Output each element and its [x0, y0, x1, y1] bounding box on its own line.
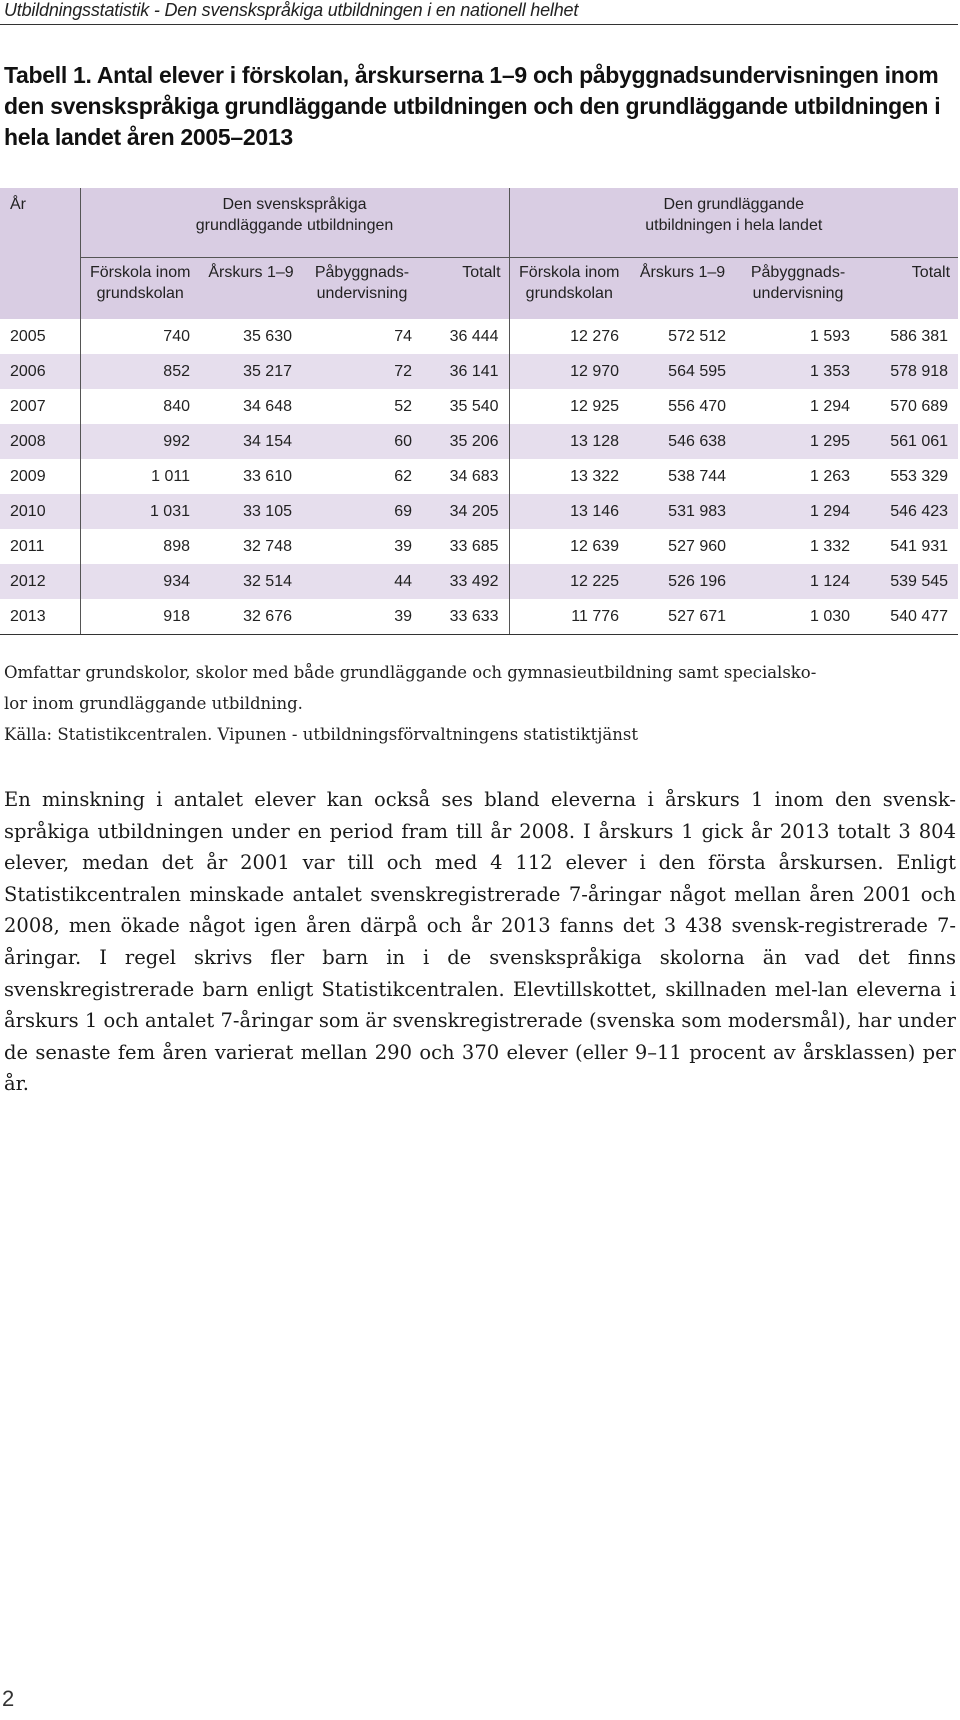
value-cell: 35 630 — [243, 327, 292, 345]
value-cell: 39 — [302, 599, 422, 635]
value-cell: 32 748 — [243, 537, 292, 555]
value-cell: 52 — [394, 397, 412, 415]
col-header-line: undervisning — [752, 285, 844, 302]
value-cell: 60 — [302, 424, 422, 459]
value-cell: 1 294 — [809, 397, 851, 415]
value-cell: 1 124 — [736, 564, 860, 599]
value-cell: 578 918 — [860, 354, 958, 389]
col-header-line: Totalt — [462, 264, 501, 281]
col-header-supplementary — [302, 258, 422, 320]
value-cell: 39 — [394, 537, 412, 555]
value-cell: 34 154 — [200, 424, 302, 459]
value-cell: 62 — [394, 467, 412, 485]
value-cell: 1 593 — [809, 327, 851, 345]
statistics-table-wrapper — [0, 188, 958, 635]
value-cell: 34 205 — [422, 494, 509, 529]
year-cell: 2006 — [0, 354, 80, 389]
value-cell: 898 — [163, 537, 190, 555]
value-cell: 11 776 — [509, 599, 629, 635]
table-row — [0, 459, 958, 494]
col-header-line: Totalt — [911, 264, 951, 281]
year-cell: 2013 — [0, 599, 80, 635]
value-cell: 1 294 — [736, 494, 860, 529]
table-body — [0, 319, 958, 635]
col-header-line: Förskola inom — [90, 264, 191, 281]
col-header-line: Påbyggnads- — [750, 264, 846, 281]
statistics-table — [0, 188, 958, 635]
year-cell: 2011 — [0, 529, 80, 564]
value-cell: 33 610 — [243, 467, 292, 485]
col-header-line: Påbyggnads- — [314, 264, 410, 281]
value-cell: 527 960 — [668, 537, 727, 555]
value-cell: 33 685 — [422, 529, 509, 564]
value-cell: 539 545 — [860, 564, 958, 599]
year-cell: 2010 — [0, 494, 80, 529]
table-row — [0, 599, 958, 635]
value-cell: 992 — [80, 424, 200, 459]
col-header-line: grundskolan — [525, 285, 613, 302]
table-row — [0, 389, 958, 424]
value-cell: 34 683 — [422, 459, 509, 494]
value-cell: 540 477 — [860, 599, 958, 635]
group-header-swedish — [80, 188, 509, 258]
year-cell: 2012 — [0, 564, 80, 599]
source-line: Källa: Statistikcentralen. Vipunen - utbildningsförvaltningens statistiktjänst — [4, 725, 638, 744]
value-cell: 12 970 — [509, 354, 629, 389]
value-cell: 13 128 — [509, 424, 629, 459]
value-cell: 1 031 — [80, 494, 200, 529]
note-line: Omfattar grundskolor, skolor med både grundläggande och gymnasieutbildning samt specialsko- — [4, 663, 817, 682]
year-column-header: År — [0, 188, 80, 319]
value-cell: 1 030 — [736, 599, 860, 635]
value-cell: 35 217 — [200, 354, 302, 389]
col-header-line: Årskurs 1–9 — [639, 264, 726, 281]
value-cell: 1 353 — [736, 354, 860, 389]
value-cell: 546 638 — [629, 424, 736, 459]
value-cell: 36 444 — [422, 319, 509, 354]
value-cell: 33 492 — [422, 564, 509, 599]
value-cell: 1 263 — [809, 467, 851, 485]
year-cell: 2007 — [0, 389, 80, 424]
value-cell: 74 — [394, 327, 412, 345]
col-header-total — [422, 258, 509, 320]
group-header-swedish-line1: Den svenskspråkiga — [222, 196, 367, 213]
value-cell: 531 983 — [629, 494, 736, 529]
value-cell: 72 — [302, 354, 422, 389]
value-cell: 541 931 — [890, 537, 949, 555]
page-number: 2 — [2, 1686, 15, 1711]
value-cell: 1 295 — [736, 424, 860, 459]
value-cell: 12 276 — [570, 327, 620, 345]
value-cell: 32 676 — [200, 599, 302, 635]
year-cell: 2008 — [0, 424, 80, 459]
group-header-national-line1: Den grundläggande — [663, 196, 805, 213]
col-header-total-national — [860, 258, 958, 320]
value-cell: 564 595 — [629, 354, 736, 389]
table-row — [0, 494, 958, 529]
value-cell: 527 671 — [629, 599, 736, 635]
value-cell: 740 — [163, 327, 190, 345]
year-cell: 2005 — [0, 319, 80, 354]
value-cell: 546 423 — [860, 494, 958, 529]
value-cell: 33 633 — [422, 599, 509, 635]
value-cell: 12 925 — [570, 397, 620, 415]
col-header-preschool-national — [509, 258, 629, 320]
header-rule — [0, 24, 958, 25]
table-row — [0, 354, 958, 389]
value-cell: 556 470 — [668, 397, 727, 415]
body-paragraph: En minskning i antalet elever kan också ses bland eleverna i årskurs 1 inom den svensk-språkiga utbildningen under en period fram till år 2008. I årskurs 1 gick år 2013 totalt 3 804 elever, medan det år 2001 var till och med 4 112 elever i den första årskursen. Enligt Statistikcentralen minskade antalet svenskregistrerade 7-åringar något mellan åren 2001 och 2008, men ökade något igen åren därpå och år 2013 fanns det 3 438 svensk-registrerade 7-åringar. I regel skrivs fler barn in i de svenskspråkiga skolorna än vad det finns svenskregistrerade barn enligt Statistikcentralen. Elevtillskottet, skillnaden mel-lan eleverna i årskurs 1 och antalet 7-åringar som är svenskregistrerade (svenska som modersmål), har under de senaste fem åren varierat mellan 290 och 370 elever (eller 9–11 procent av årsklassen) per år. — [4, 788, 956, 1096]
col-header-grades — [200, 258, 302, 320]
col-header-line: undervisning — [316, 285, 408, 302]
value-cell: 918 — [80, 599, 200, 635]
value-cell: 33 105 — [200, 494, 302, 529]
note-line: lor inom grundläggande utbildning. — [4, 694, 303, 713]
value-cell: 12 639 — [570, 537, 620, 555]
value-cell: 852 — [80, 354, 200, 389]
col-header-grades-national — [629, 258, 736, 320]
running-header: Utbildningsstatistik - Den svenskspråkiga utbildningen i en nationell helhet — [4, 0, 579, 20]
value-cell: 570 689 — [890, 397, 949, 415]
col-header-line: Förskola inom — [519, 264, 620, 281]
value-cell: 35 540 — [422, 389, 509, 424]
value-cell: 934 — [80, 564, 200, 599]
value-cell: 840 — [163, 397, 190, 415]
col-header-line: grundskolan — [96, 285, 184, 302]
value-cell: 44 — [302, 564, 422, 599]
value-cell: 34 648 — [243, 397, 292, 415]
value-cell: 13 146 — [509, 494, 629, 529]
value-cell: 572 512 — [668, 327, 727, 345]
group-header-swedish-line2: grundläggande utbildningen — [195, 217, 394, 234]
value-cell: 12 225 — [509, 564, 629, 599]
table-row — [0, 529, 958, 564]
value-cell: 35 206 — [422, 424, 509, 459]
col-header-line: Årskurs 1–9 — [208, 264, 294, 281]
value-cell: 553 329 — [890, 467, 949, 485]
col-header-preschool — [80, 258, 200, 320]
table-row — [0, 319, 958, 354]
value-cell: 36 141 — [422, 354, 509, 389]
group-header-national-line2: utbildningen i hela landet — [645, 217, 823, 234]
year-cell: 2009 — [0, 459, 80, 494]
table-notes — [4, 657, 956, 750]
value-cell: 1 332 — [809, 537, 851, 555]
col-header-supplementary-national — [736, 258, 860, 320]
value-cell: 32 514 — [200, 564, 302, 599]
value-cell: 69 — [302, 494, 422, 529]
value-cell: 538 744 — [668, 467, 727, 485]
value-cell: 13 322 — [570, 467, 620, 485]
group-header-national — [509, 188, 958, 258]
table-title: Tabell 1. Antal elever i förskolan, årskurserna 1–9 och påbyggnadsundervisningen inom den svenskspråkiga grundläggande utbildningen och den grundläggande utbildningen i hela landet åren 2005–2013 — [4, 62, 941, 150]
value-cell: 526 196 — [629, 564, 736, 599]
value-cell: 561 061 — [860, 424, 958, 459]
value-cell: 586 381 — [890, 327, 949, 345]
value-cell: 1 011 — [151, 467, 190, 485]
table-row — [0, 564, 958, 599]
table-row — [0, 424, 958, 459]
